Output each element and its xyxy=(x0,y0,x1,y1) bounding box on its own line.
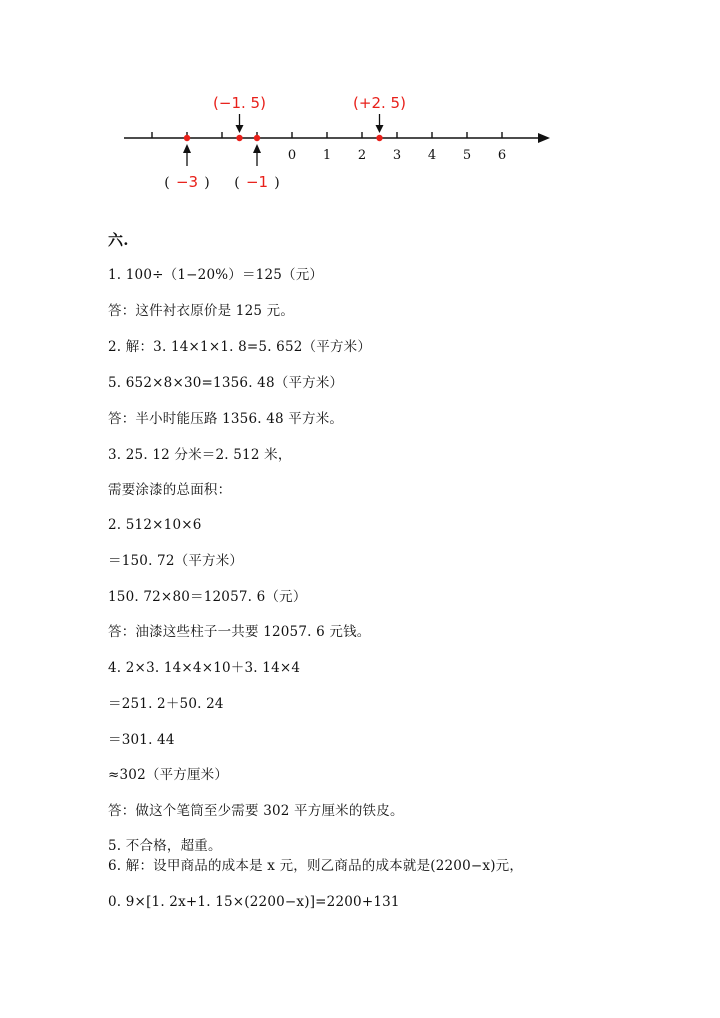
solution-line: 答：半小时能压路 1356. 48 平方米。 xyxy=(108,411,344,427)
solution-line: ＝301. 44 xyxy=(108,732,175,748)
solution-line: 3. 25. 12 分米＝2. 512 米， xyxy=(108,447,292,463)
solution-line: 6. 解：设甲商品的成本是 x 元，则乙商品的成本就是(2200−x)元， xyxy=(108,858,524,874)
paren-open: ( xyxy=(164,175,170,191)
solution-line: ≈302（平方厘米） xyxy=(108,767,229,783)
point-dot xyxy=(184,135,190,141)
solution-line: 150. 72×80＝12057. 6（元） xyxy=(108,589,307,605)
tick-label: 0 xyxy=(287,148,297,163)
solution-line: 4. 2×3. 14×4×10＋3. 14×4 xyxy=(108,660,301,676)
point-label-above: (−1. 5) xyxy=(213,94,266,112)
section-title: 六. xyxy=(108,231,129,249)
paren-open: ( xyxy=(234,175,240,191)
point-dot xyxy=(376,135,382,141)
solution-line: ＝150. 72（平方米） xyxy=(108,553,244,569)
solution-line: 0. 9×[1. 2x+1. 15×(2200−x)]=2200+131 xyxy=(108,894,400,910)
solution-line: ＝251. 2＋50. 24 xyxy=(108,696,224,712)
point-label-below: −1 xyxy=(245,173,269,191)
solution-line: 5. 652×8×30=1356. 48（平方米） xyxy=(108,375,344,391)
tick-label: 1 xyxy=(322,148,332,163)
point-dot xyxy=(254,135,260,141)
up-arrow-head-icon xyxy=(183,144,191,153)
solution-line: 答：油漆这些柱子一共要 12057. 6 元钱。 xyxy=(108,624,371,640)
tick-label: 3 xyxy=(392,148,402,163)
axis-arrow-head xyxy=(538,133,550,143)
solution-line: 2. 解：3. 14×1×1. 8=5. 652（平方米） xyxy=(108,339,372,355)
paren-close: ) xyxy=(274,175,280,191)
point-label-below: −3 xyxy=(175,173,199,191)
number-line-figure xyxy=(0,80,720,210)
down-arrow-head-icon xyxy=(236,125,244,133)
tick-label: 2 xyxy=(357,148,367,163)
solution-line: 需要涂漆的总面积： xyxy=(108,482,232,498)
down-arrow-head-icon xyxy=(376,125,384,133)
solution-line: 1. 100÷（1−20%）＝125（元） xyxy=(108,267,324,283)
solution-line: 2. 512×10×6 xyxy=(108,517,202,533)
tick-label: 6 xyxy=(497,148,507,163)
tick-label: 5 xyxy=(462,148,472,163)
tick-label: 4 xyxy=(427,148,437,163)
up-arrow-head-icon xyxy=(253,144,261,153)
paren-close: ) xyxy=(204,175,210,191)
point-dot xyxy=(236,135,242,141)
solution-line: 答：做这个笔筒至少需要 302 平方厘米的铁皮。 xyxy=(108,803,404,819)
point-label-above: (+2. 5) xyxy=(353,94,406,112)
solution-line: 5. 不合格，超重。 xyxy=(108,838,222,854)
solution-line: 答：这件衬衣原价是 125 元。 xyxy=(108,303,295,319)
